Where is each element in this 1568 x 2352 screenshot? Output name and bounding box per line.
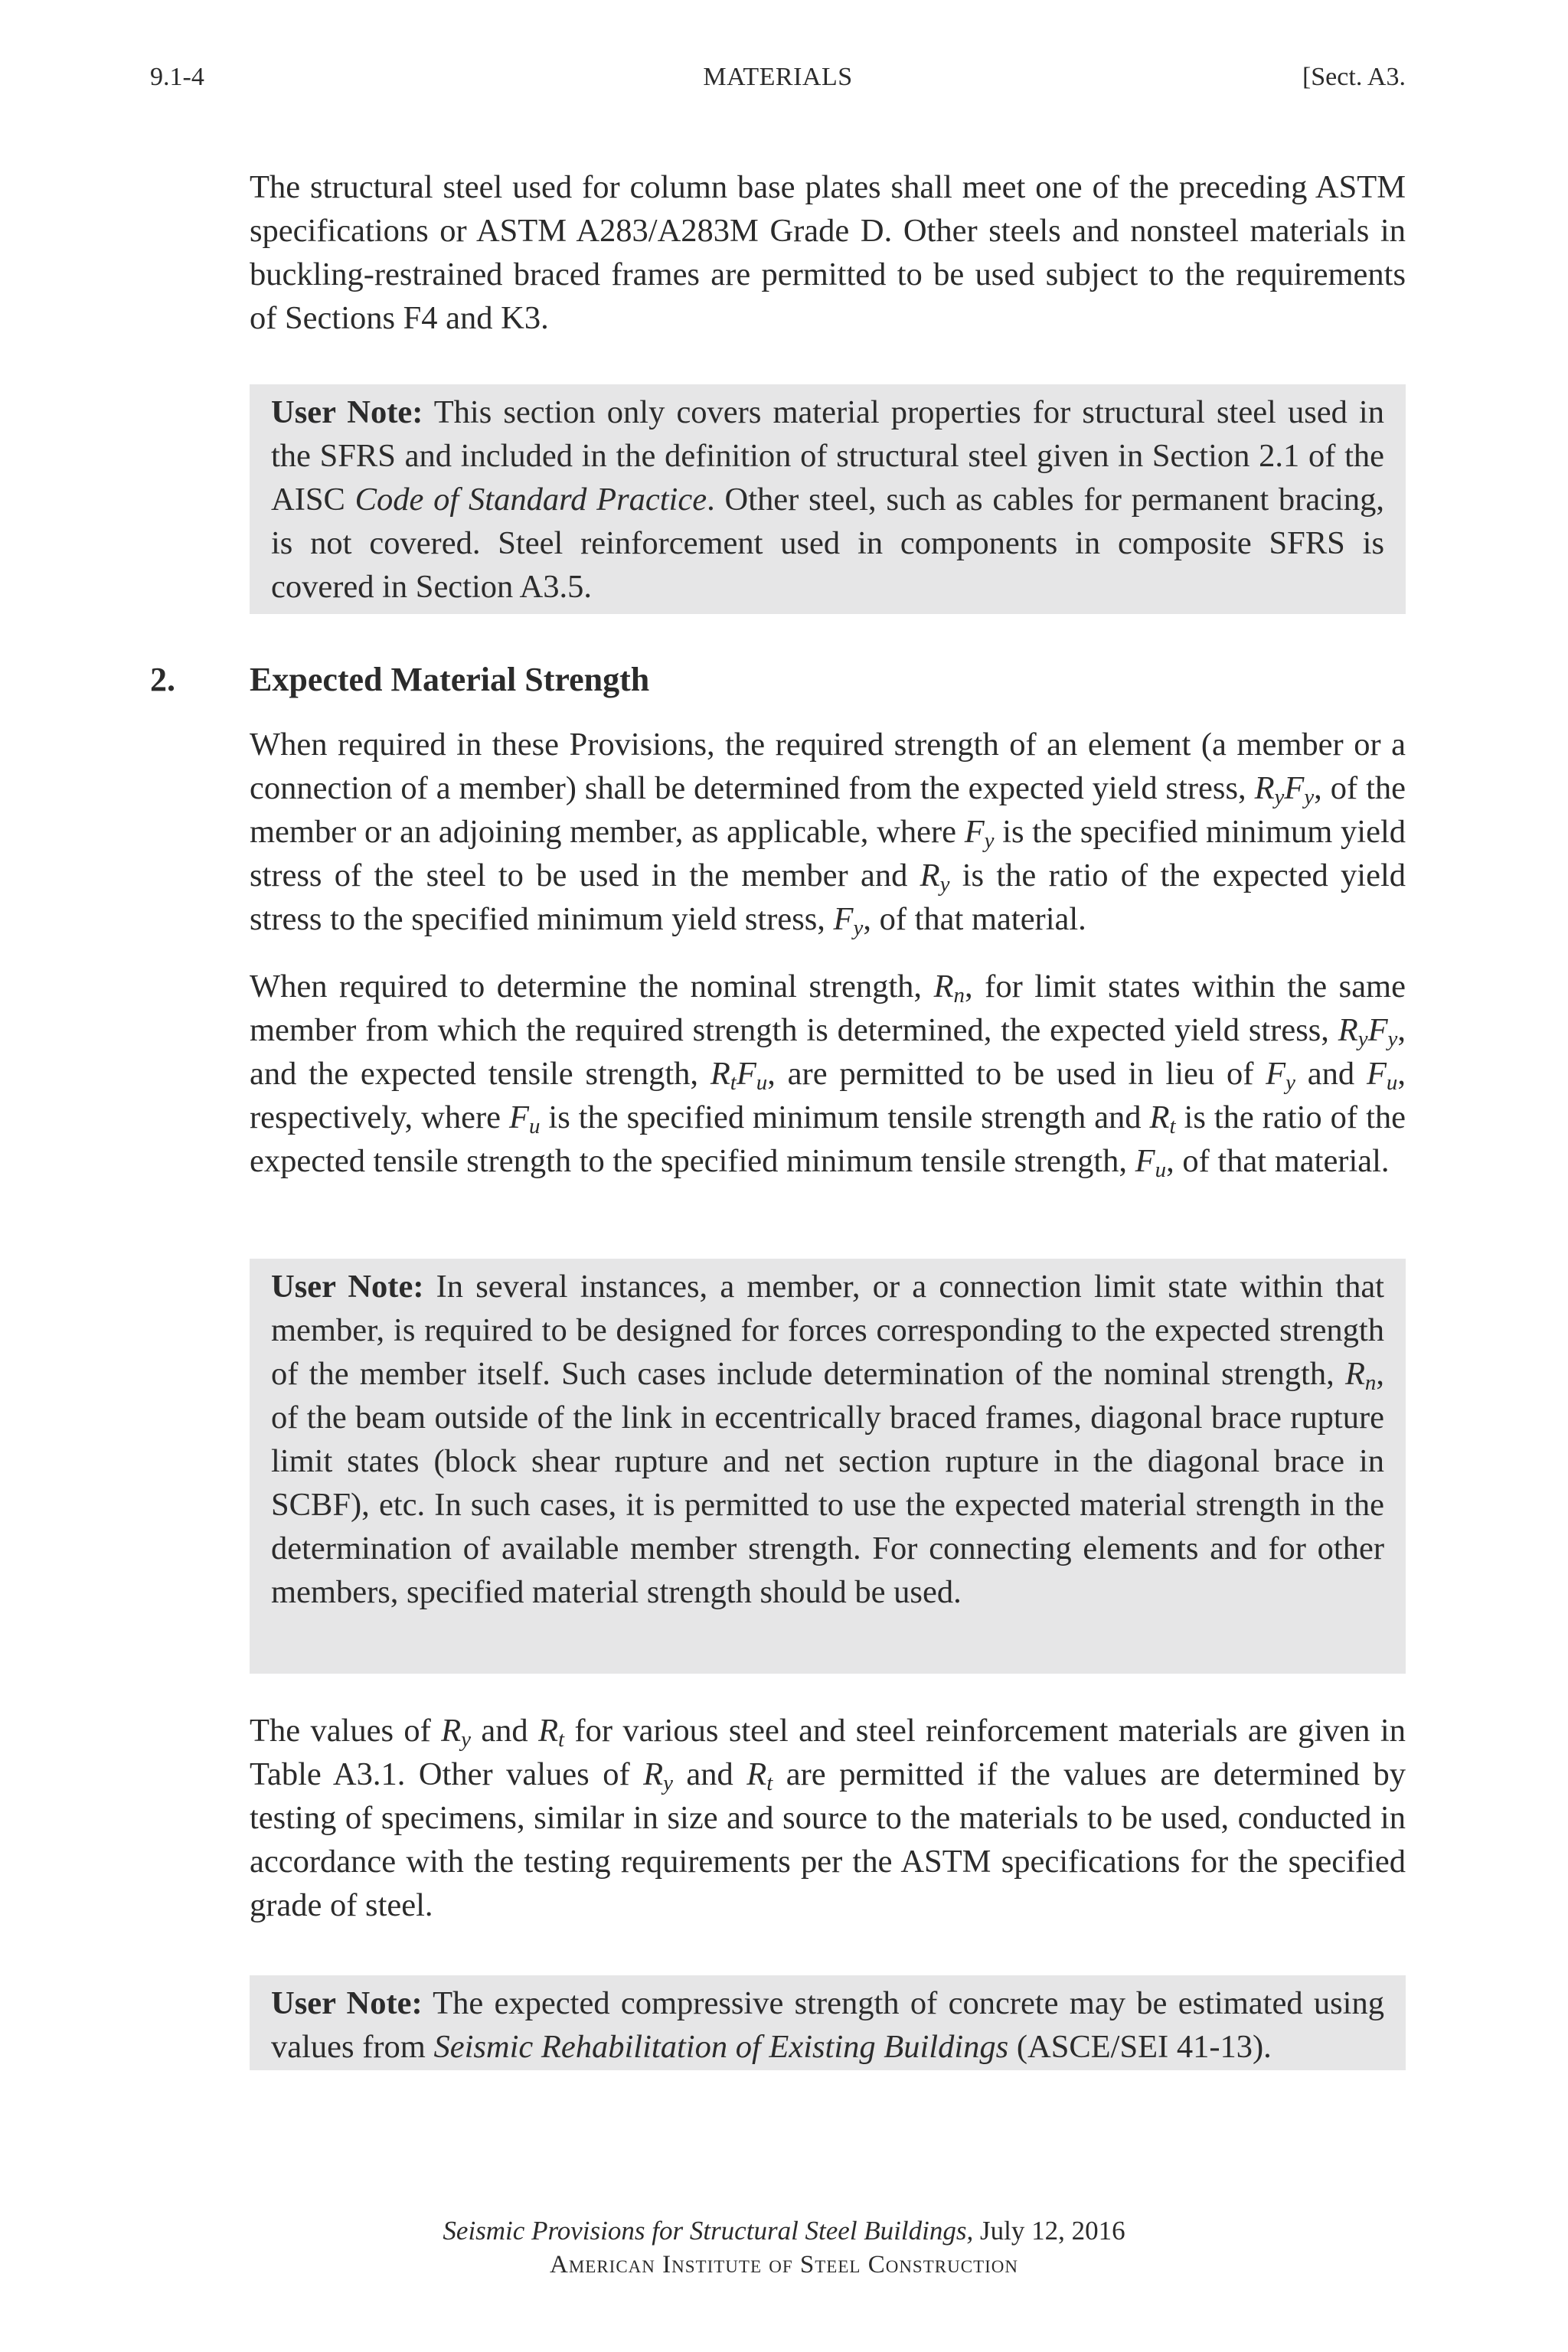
text-run: , of the member or an adjoining member, as applicable, where xyxy=(250,770,1406,850)
text-run: , for limit states within the same member from which the required strength is determined, the expected yield stress, xyxy=(250,969,1406,1048)
footer-publication-line xyxy=(0,2214,1568,2248)
symbol-RyFy: $R_yF_y$ xyxy=(1254,770,1315,810)
text-run: and xyxy=(672,1756,747,1792)
symbol-Fy: $F_y$ xyxy=(833,901,864,941)
symbol-RtFu: $R_tF_u$ xyxy=(710,1056,768,1096)
text-run: , respectively, where xyxy=(250,1056,1406,1135)
running-header xyxy=(150,58,1406,96)
text-run: is the specified minimum yield stress of the steel to be used in the member and xyxy=(250,814,1406,893)
text-run: , of that material. xyxy=(1166,1143,1390,1179)
publisher-name: American Institute of Steel Construction xyxy=(550,2251,1018,2278)
section-number: 2. xyxy=(150,661,175,698)
text-run: When required to determine the nominal strength, xyxy=(250,969,934,1004)
text-run: , of that material. xyxy=(863,901,1086,937)
symbol-Rn: $R_n$ xyxy=(933,969,965,1008)
user-note-text: In several instances, a member, or a connection limit state within that member, is required to be designed for forces corresponding to the expected strength of the member itself. Such cases include determination of the nominal strength, xyxy=(271,1269,1384,1392)
user-note-italic-title: Seismic Rehabilitation of Existing Buildings xyxy=(433,2029,1009,2065)
user-note-box xyxy=(250,384,1406,614)
page-footer xyxy=(0,2214,1568,2282)
text-run: and xyxy=(1295,1056,1367,1092)
symbol-Rt: $R_t$ xyxy=(746,1756,773,1796)
text-run: The values of xyxy=(250,1713,442,1749)
text-run: , and the expected tensile strength, xyxy=(250,1012,1406,1092)
page-number: 9.1-4 xyxy=(150,63,204,91)
paragraph-expected-yield xyxy=(250,723,1406,941)
user-note-label: User Note: xyxy=(271,1269,424,1305)
intro-paragraph: The structural steel used for column base plates shall meet one of the preceding ASTM specifications or ASTM A283/A283M Grade D. Other steels and nonsteel materials in buckling-restrained braced frames are permitted to be used subject to the requirements of Sections F4 and K3. xyxy=(250,169,1406,336)
user-note-label: User Note: xyxy=(271,1985,423,2021)
publication-title: Seismic Provisions for Structural Steel Buildings, xyxy=(443,2216,974,2246)
section-title: Expected Material Strength xyxy=(250,661,650,698)
user-note-text: . Other steel, such as cables for permanent bracing, is not covered. Steel reinforcement used in components in composite SFRS is covered in Section A3.5. xyxy=(271,482,1384,605)
text-run: is the ratio of the expected tensile strength to the specified minimum tensile strength, xyxy=(250,1099,1406,1179)
symbol-Fy: $F_y$ xyxy=(964,814,995,854)
symbol-Ry: $R_y$ xyxy=(643,1756,673,1796)
text-run: and xyxy=(470,1713,539,1749)
section-reference: [Sect. A3. xyxy=(1302,63,1406,91)
text-run: , are permitted to be used in lieu of xyxy=(767,1056,1266,1092)
text-run: are permitted if the values are determined by testing of specimens, similar in size and source to the materials to be used, conducted in accordance with the testing requirements per the ASTM specifications for the specified grade of steel. xyxy=(250,1756,1406,1923)
text-run: for various steel and steel reinforcement materials are given in Table A3.1. Other values of xyxy=(250,1713,1406,1792)
user-note-text: The expected compressive strength of concrete may be estimated using values from xyxy=(271,1985,1384,2065)
symbol-Ry: $R_y$ xyxy=(441,1713,471,1753)
user-note-box xyxy=(250,1259,1406,1674)
symbol-Rt: $R_t$ xyxy=(538,1713,565,1753)
text-run: is the specified minimum tensile strength and xyxy=(540,1099,1150,1135)
symbol-Ry: $R_y$ xyxy=(920,858,950,897)
user-note-text: (ASCE/SEI 41-13). xyxy=(1008,2029,1272,2065)
user-note-text: This section only covers material properties for structural steel used in the SFRS and included in the definition of structural steel given in Section 2.1 of the AISC xyxy=(271,394,1384,518)
user-note-italic-title: Code of Standard Practice xyxy=(354,482,707,518)
symbol-Fu: $F_u$ xyxy=(1366,1056,1398,1096)
text-run: When required in these Provisions, the required strength of an element (a member or a connection of a member) shall be determined from the expected yield stress, xyxy=(250,727,1406,806)
symbol-Fu: $F_u$ xyxy=(509,1099,541,1139)
symbol-Rt: $R_t$ xyxy=(1149,1099,1176,1139)
text-run: is the ratio of the expected yield stress to the specified minimum yield stress, xyxy=(250,858,1406,937)
publication-date: July 12, 2016 xyxy=(973,2216,1125,2246)
user-note-box xyxy=(250,1975,1406,2070)
symbol-Rn: $R_n$ xyxy=(1344,1356,1377,1396)
symbol-Fu: $F_u$ xyxy=(1135,1143,1167,1183)
symbol-RyFy: $R_yF_y$ xyxy=(1338,1012,1398,1052)
paragraph-nominal-strength xyxy=(250,965,1406,1183)
user-note-text: , of the beam outside of the link in eccentrically braced frames, diagonal brace rupture limit states (block shear rupture and net section rupture in the diagonal brace in SCBF), etc. In such cases, it is permitted to use the expected material strength in the determination of available member strength. For connecting elements and for other members, specified material strength should be used. xyxy=(271,1356,1384,1610)
chapter-title: MATERIALS xyxy=(703,63,853,91)
paragraph-ry-rt-values xyxy=(250,1709,1406,1927)
user-note-label: User Note: xyxy=(271,394,423,430)
symbol-Fy: $F_y$ xyxy=(1266,1056,1295,1096)
